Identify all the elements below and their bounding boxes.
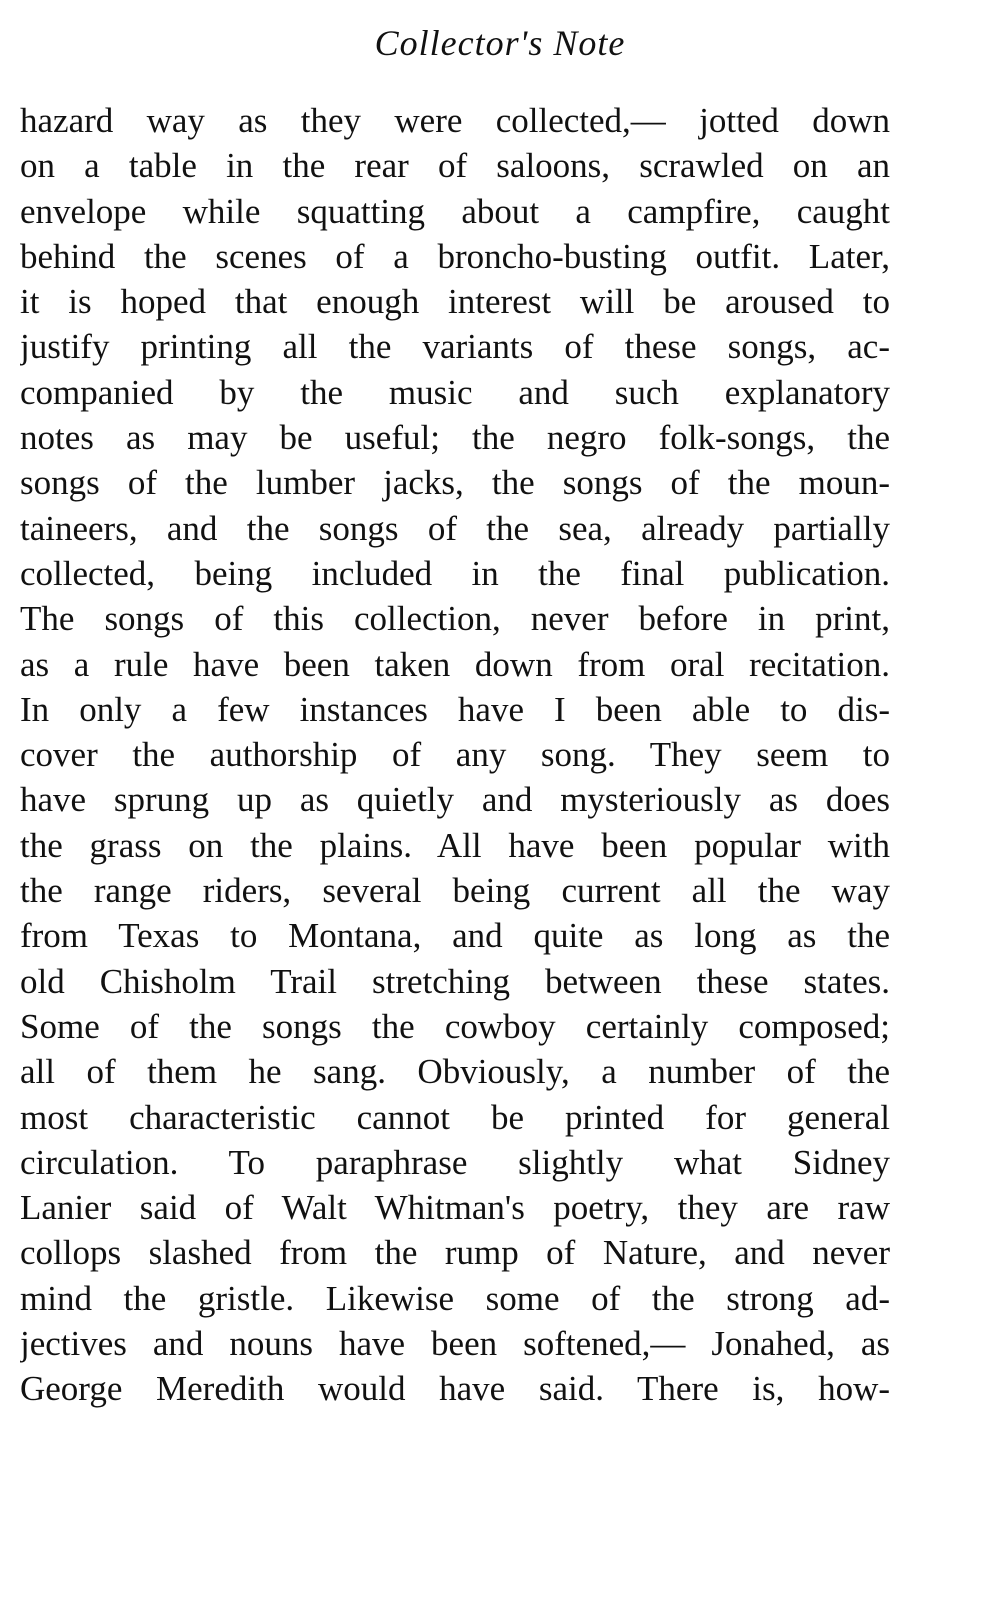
text-line: companied by the music and such explanatory xyxy=(20,372,890,412)
text-line: cover the authorship of any song. They seem to xyxy=(20,735,890,775)
text-line: hazard way as they were collected,— jotted down xyxy=(20,101,890,140)
text-line: taineers, and the songs of the sea, already partially xyxy=(20,508,890,548)
text-line: from Texas to Montana, and quite as long as the xyxy=(20,916,890,956)
text-line: it is hoped that enough interest will be aroused to xyxy=(20,282,890,322)
text-line: all of them he sang. Obviously, a number of the xyxy=(20,1052,890,1092)
text-line: as a rule have been taken down from oral recitation. xyxy=(20,644,890,684)
text-line: on a table in the rear of saloons, scrawled on an xyxy=(20,146,890,186)
running-head: Collector's Note xyxy=(374,23,626,63)
text-line: collops slashed from the rump of Nature, and never xyxy=(20,1233,890,1273)
text-line: mind the gristle. Likewise some of the strong ad- xyxy=(20,1278,890,1318)
text-line: Some of the songs the cowboy certainly composed; xyxy=(20,1006,890,1046)
text-line: have sprung up as quietly and mysteriously as does xyxy=(20,780,890,820)
text-line: envelope while squatting about a campfire, caught xyxy=(20,191,890,231)
text-line: the grass on the plains. All have been popular with xyxy=(20,825,890,865)
text-line: collected, being included in the final publication. xyxy=(20,553,890,593)
text-line: Lanier said of Walt Whitman's poetry, they are raw xyxy=(20,1188,890,1228)
text-line: behind the scenes of a broncho-busting outfit. Later, xyxy=(20,236,890,276)
text-line: In only a few instances have I been able to dis- xyxy=(20,689,890,729)
text-line: songs of the lumber jacks, the songs of the moun- xyxy=(20,463,890,503)
body-text xyxy=(20,98,890,1412)
text-line: jectives and nouns have been softened,— Jonahed, as xyxy=(20,1324,890,1364)
text-line: justify printing all the variants of these songs, ac- xyxy=(20,327,890,367)
text-line: most characteristic cannot be printed for general xyxy=(20,1097,890,1137)
text-line: notes as may be useful; the negro folk-songs, the xyxy=(20,418,890,458)
text-line: circulation. To paraphrase slightly what Sidney xyxy=(20,1142,890,1182)
text-line: George Meredith would have said. There is, how- xyxy=(20,1369,890,1409)
text-line: old Chisholm Trail stretching between these states. xyxy=(20,961,890,1001)
text-line: The songs of this collection, never before in print, xyxy=(20,599,890,639)
text-line: the range riders, several being current all the way xyxy=(20,871,890,911)
